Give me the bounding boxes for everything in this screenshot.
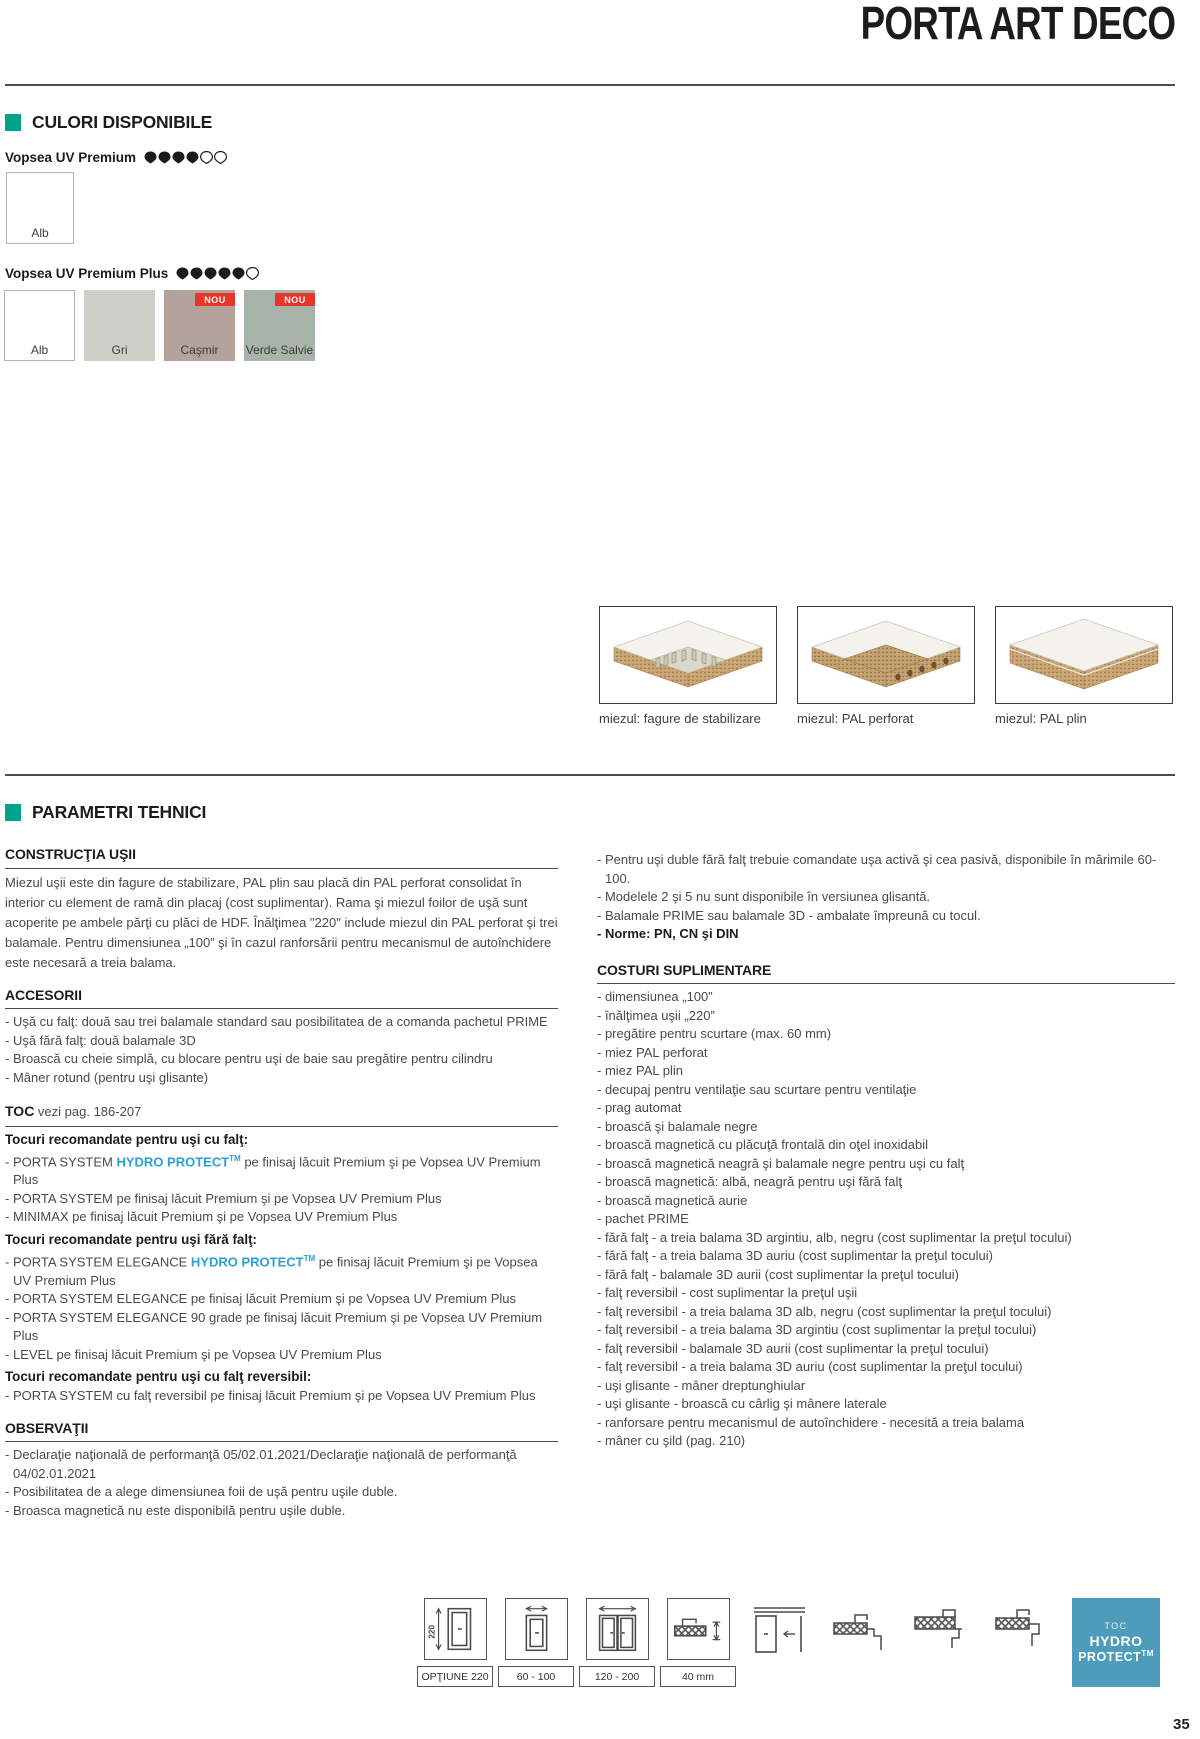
tech-section-title: PARAMETRI TEHNICI: [32, 802, 207, 822]
trademark-mark: TM: [1141, 1648, 1154, 1658]
non-rebated-edge-profile-icon: [910, 1598, 973, 1660]
list-item: - prag automat: [597, 1100, 682, 1115]
item-text: pe finisaj lăcuit Premium şi pe Vopsea UV Premium Plus: [13, 1153, 541, 1188]
list-item: - miez PAL plin: [597, 1063, 683, 1078]
page-title: PORTA ART DECO: [860, 0, 1175, 49]
list-item: - fără falţ - a treia balama 3D argintiu, alb, negru (cost suplimentar la preţul tocului): [597, 1229, 1072, 1245]
list-item: - PORTA SYSTEM ELEGANCE 90 grade pe finisaj lăcuit Premium şi pe Vopsea UV Premium Plus: [5, 1309, 543, 1344]
finish-group-premium: [5, 150, 227, 165]
frames-group-heading: Tocuri recomandate pentru uşi cu falţ reversibil:: [5, 1369, 312, 1385]
item-text: - PORTA SYSTEM: [5, 1153, 117, 1169]
badge-protect-label: [1078, 1649, 1154, 1664]
list-item: - broască magnetică aurie: [597, 1192, 748, 1208]
rebated-edge-profile-icon: [829, 1598, 892, 1660]
durability-rating-icons: [176, 267, 259, 280]
solid-chipboard-illustration: [996, 607, 1172, 703]
list-item: - falţ reversibil - a treia balama 3D argintiu (cost suplimentar la preţul tocului): [597, 1322, 1037, 1337]
frames-group-heading: Tocuri recomandate pentru uşi fără falţ:: [5, 1231, 257, 1247]
list-item: - falţ reversibil - a treia balama 3D alb, negru (cost suplimentar la preţul tocului): [597, 1303, 1052, 1319]
new-badge: NOU: [195, 293, 235, 306]
observations-list: [5, 1446, 558, 1520]
list-item: [5, 1150, 558, 1190]
core-image-solid-chipboard: [995, 606, 1173, 704]
door-height-icon-box: [424, 1598, 487, 1660]
frames-group-list: [5, 1250, 558, 1364]
list-item: - broască magnetică neagră şi balamale negre pentru uşi cu falţ: [597, 1155, 965, 1171]
color-swatch-casmir: [164, 290, 235, 361]
accessories-list: [5, 1013, 558, 1087]
hydro-protect-badge: [1072, 1598, 1160, 1687]
core-image-caption: miezul: PAL plin: [995, 711, 1087, 726]
list-item: - decupaj pentru ventilaţie sau scurtare pentru ventilaţie: [597, 1081, 917, 1097]
list-item: - falţ reversibil - a treia balama 3D auriu (cost suplimentar la preţul tocului): [597, 1359, 1023, 1374]
core-image-perforated-chipboard: [797, 606, 975, 704]
reversible-rebate-edge-profile-icon: [991, 1598, 1054, 1660]
construction-heading: CONSTRUCŢIA UŞII: [5, 845, 558, 869]
list-item: - Modelele 2 şi 5 nu sunt disponibile în versiunea glisantă.: [597, 889, 931, 904]
height-dimension-label: 220: [427, 1624, 437, 1639]
badge-hydro-label: HYDRO: [1089, 1632, 1143, 1649]
swatch-label: Alb: [31, 226, 49, 240]
list-item: - Mâner rotund (pentru uşi glisante): [5, 1069, 209, 1085]
toc-text: vezi pag. 186-207: [34, 1104, 142, 1119]
extra-costs-list: [597, 988, 1175, 1451]
door-thickness-icon: [668, 1599, 729, 1659]
hydro-protect-brand: HYDRO PROTECT: [190, 1254, 304, 1270]
list-item: - LEVEL pe finisaj lăcuit Premium şi pe Vopsea UV Premium Plus: [5, 1346, 382, 1362]
construction-body: Miezul uşii este din fagure de stabilizare, PAL plin sau placă din PAL perforat consolidat în interior cu element de ramă din placaj (cost suplimentar). Rama şi miezul foilor de uşă sunt acoperite pe ambele părţi cu plăci de HDF. Înălţimea "220" include miezul din PAL perforat şi trei balamale. Pentru dimensiunea „100” şi în cazul ranforsării pentru mecanismul de autoînchidere este necesară a treia balama.: [5, 874, 558, 970]
list-item: - Uşă fără falţ: două balamale 3D: [5, 1032, 196, 1048]
list-item: - ranforsare pentru mecanismul de autoînchidere - necesită a treia balama: [597, 1414, 1025, 1430]
icon-label-optiune-220: OPŢIUNE 220: [417, 1666, 493, 1687]
durability-rating-icons: [144, 151, 227, 164]
list-item: - Broască cu cheie simplă, cu blocare pentru uşi de baie sau pregătire pentru cilindru: [5, 1051, 493, 1066]
sliding-door-icon-box: [748, 1598, 811, 1660]
icon-label-40-mm: 40 mm: [660, 1666, 736, 1687]
section-divider: [5, 774, 1175, 776]
extra-costs-heading: COSTURI SUPLIMENTARE: [597, 961, 1175, 985]
list-item: - falţ reversibil - balamale 3D aurii (cost suplimentar la preţul tocului): [597, 1340, 989, 1356]
colors-section-title: CULORI DISPONIBILE: [32, 112, 213, 132]
rebated-edge-profile-icon-box: [829, 1598, 892, 1660]
list-item: - miez PAL perforat: [597, 1044, 708, 1060]
list-item: - pregătire pentru scurtare (max. 60 mm): [597, 1026, 832, 1041]
accessories-heading: ACCESORII: [5, 986, 558, 1010]
list-item: - Declaraţie naţională de performanţă 05/02.01.2021/Declaraţie naţională de performanţă 04/02.01.2021: [5, 1447, 517, 1481]
tech-left-column: [5, 845, 558, 1520]
trademark-mark: TM: [229, 1153, 241, 1163]
core-image-caption: miezul: fagure de stabilizare: [599, 711, 761, 726]
reversible-rebate-edge-profile-icon-box: [991, 1598, 1054, 1660]
color-swatch-verde-salvie: [244, 290, 315, 361]
list-item: - uşi glisante - mâner dreptunghiular: [597, 1377, 806, 1393]
list-item: - Uşă cu falţ: două sau trei balamale standard sau posibilitatea de a comanda pachetul PRIME: [5, 1014, 548, 1029]
icon-label-60-100: 60 - 100: [498, 1666, 574, 1687]
tech-section-header: [5, 802, 206, 823]
non-rebated-edge-profile-icon-box: [910, 1598, 973, 1660]
section-marker-square: [5, 114, 21, 131]
list-item: - mâner cu şild (pag. 210): [597, 1433, 746, 1448]
frames-group-list: [5, 1150, 558, 1227]
door-width-icon: [506, 1599, 567, 1659]
trademark-mark: TM: [303, 1253, 316, 1263]
badge-protect-text: PROTECT: [1078, 1650, 1142, 1665]
page-number: 35: [1173, 1716, 1190, 1733]
list-item: - uşi glisante - broască cu cârlig şi mânere laterale: [597, 1396, 887, 1411]
finish-group-label: Vopsea UV Premium: [5, 150, 137, 165]
list-item: - broască magnetică: albă, neagră pentru uşi fără falţ: [597, 1174, 902, 1189]
hydro-protect-brand: HYDRO PROTECT: [116, 1153, 230, 1169]
list-item: - Balamale PRIME sau balamale 3D - ambalate împreună cu tocul.: [597, 907, 981, 923]
color-swatch-alb: [6, 172, 74, 244]
door-width-icon-box: [505, 1598, 568, 1660]
color-swatch-gri: [84, 290, 155, 361]
toc-label: TOC: [5, 1103, 35, 1119]
frames-group-list: [5, 1387, 558, 1406]
color-swatch-alb: [4, 290, 75, 361]
perforated-chipboard-illustration: [798, 607, 974, 703]
door-height-220-icon: [425, 1599, 486, 1659]
list-item: - Posibilitatea de a alege dimensiunea foii de uşă pentru uşile duble.: [5, 1484, 398, 1500]
list-item: - Pentru uşi duble fără falţ trebuie comandate uşa activă şi cea pasivă, disponibile în mărimile 60-100.: [597, 852, 1157, 886]
swatch-label: Verde Salvie: [245, 343, 314, 357]
double-door-width-icon-box: [586, 1598, 649, 1660]
swatch-label: Gri: [111, 343, 128, 357]
badge-toc-label: TOC: [1104, 1620, 1128, 1631]
list-item: - falţ reversibil - cost suplimentar la preţul uşii: [597, 1285, 858, 1300]
swatch-label: Caşmir: [180, 343, 219, 357]
list-item: - fără falţ - a treia balama 3D auriu (cost suplimentar la preţul tocului): [597, 1248, 993, 1263]
swatch-label: Alb: [30, 343, 49, 357]
list-item: - dimensiunea „100”: [597, 989, 713, 1004]
item-text: - PORTA SYSTEM ELEGANCE: [5, 1254, 191, 1270]
observations-heading: OBSERVAŢII: [5, 1419, 558, 1443]
double-door-width-icon: [587, 1599, 648, 1659]
list-item: - broască şi balamale negre: [597, 1118, 758, 1134]
list-item: - PORTA SYSTEM ELEGANCE pe finisaj lăcuit Premium şi pe Vopsea UV Premium Plus: [5, 1291, 517, 1307]
new-badge: NOU: [275, 293, 315, 306]
frames-group-heading: Tocuri recomandate pentru uşi cu falţ:: [5, 1131, 249, 1147]
colors-section-header: [5, 112, 212, 133]
core-image-caption: miezul: PAL perforat: [797, 711, 914, 726]
header-divider: [5, 84, 1175, 86]
core-image-honeycomb: [599, 606, 777, 704]
list-item: - înălţimea uşii „220”: [597, 1007, 715, 1023]
door-thickness-icon-box: [667, 1598, 730, 1660]
icon-label-120-200: 120 - 200: [579, 1666, 655, 1687]
section-marker-square: [5, 804, 21, 821]
finish-group-premium-plus: [5, 266, 259, 281]
tech-right-column: [597, 845, 1175, 1451]
list-item: - pachet PRIME: [597, 1211, 689, 1226]
honeycomb-core-illustration: [600, 607, 776, 703]
norms-note: - Norme: PN, CN şi DIN: [597, 926, 739, 941]
sliding-door-icon: [748, 1598, 811, 1660]
list-item: - fără falţ - balamale 3D aurii (cost suplimentar la preţul tocului): [597, 1266, 959, 1282]
toc-reference: [5, 1102, 558, 1127]
list-item: - PORTA SYSTEM cu falţ reversibil pe finisaj lăcuit Premium şi pe Vopsea UV Premium Plus: [5, 1388, 536, 1404]
list-item: [5, 1250, 558, 1290]
list-item: - Broasca magnetică nu este disponibilă pentru uşile duble.: [5, 1502, 346, 1518]
finish-group-label: Vopsea UV Premium Plus: [5, 266, 169, 281]
item-text: pe finisaj lăcuit Premium şi pe Vopsea UV Premium Plus: [13, 1254, 538, 1288]
list-item: - broască magnetică cu plăcuţă frontală din oţel inoxidabil: [597, 1137, 928, 1152]
list-item: - PORTA SYSTEM pe finisaj lăcuit Premium şi pe Vopsea UV Premium Plus: [5, 1190, 442, 1206]
notes-list: [597, 851, 1175, 925]
list-item: - MINIMAX pe finisaj lăcuit Premium şi pe Vopsea UV Premium Plus: [5, 1209, 398, 1225]
